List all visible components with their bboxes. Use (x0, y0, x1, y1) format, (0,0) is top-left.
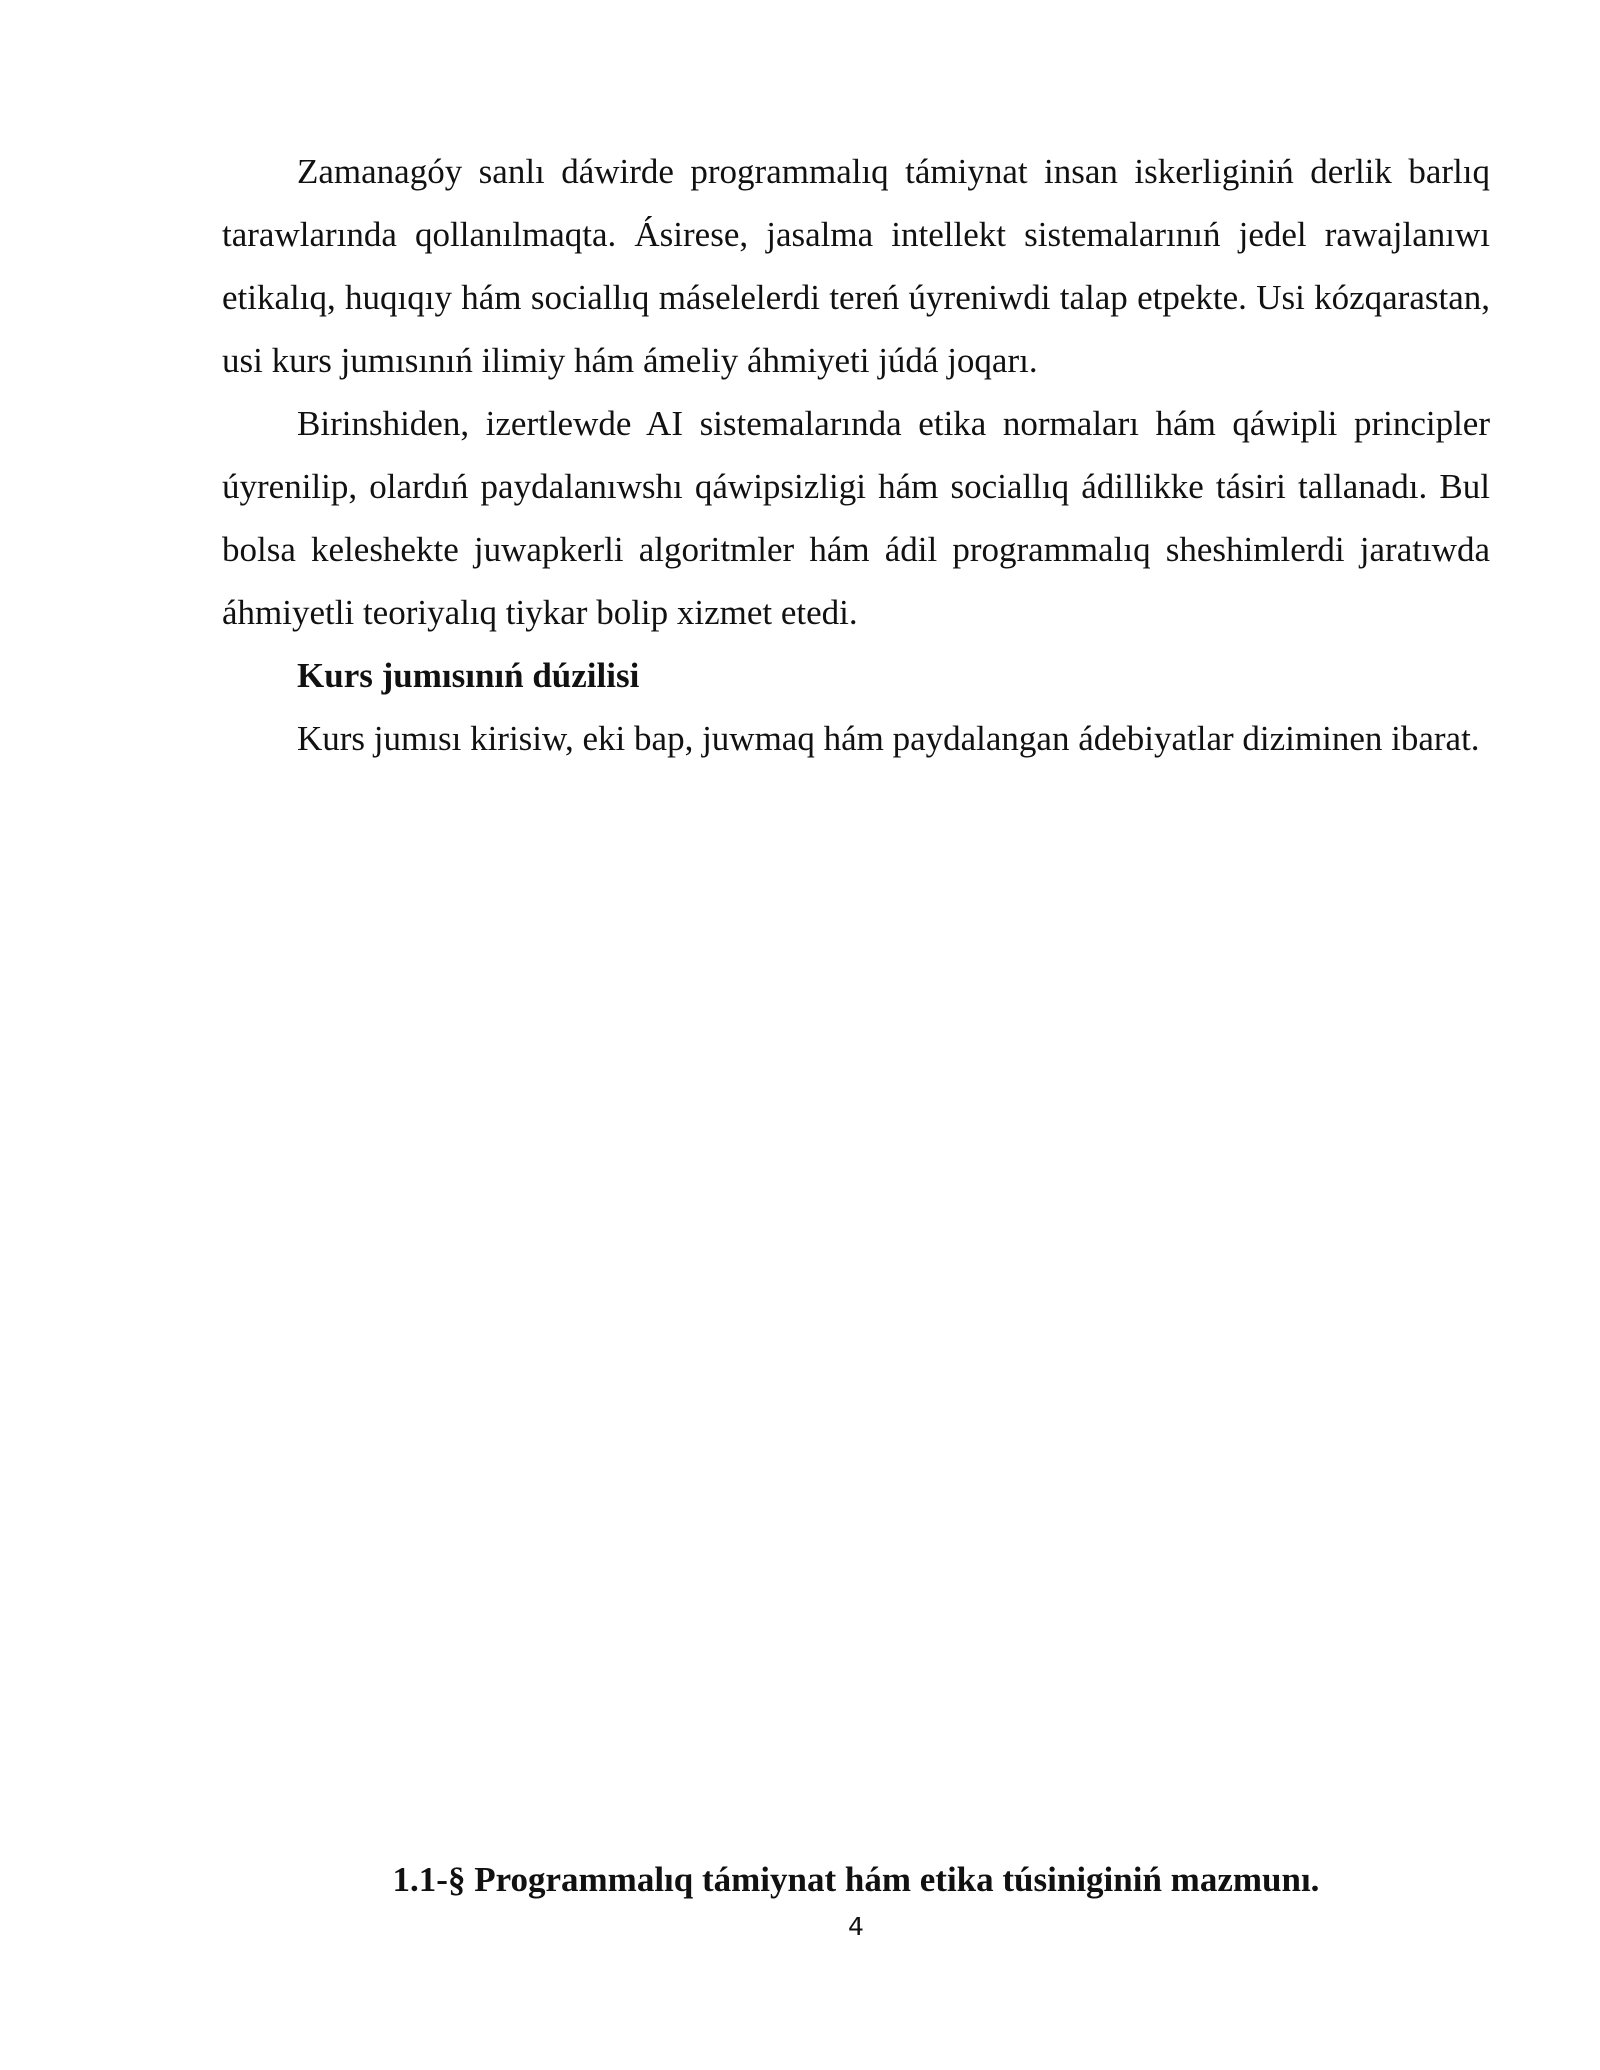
paragraph-introduction: Zamanagóy sanlı dáwirde programmalıq támiynat insan iskerliginiń derlik barlıq tarawlarında qollanılmaqta. Ásirese, jasalma intellekt sistemalarınıń jedel rawajlanıwı etikalıq, huqıqıy hám sociallıq máselelerdi tereń úyreniwdi talap etpekte. Usi kózqarastan, usi kurs jumısınıń ilimiy hám ámeliy áhmiyeti júdá joqarı. (222, 152, 1490, 380)
paragraph-structure: Kurs jumısı kirisiw, eki bap, juwmaq hám paydalangan ádebiyatlar diziminen ibarat. (297, 719, 1480, 758)
page-number: 4 (848, 1912, 864, 1941)
body-text (222, 140, 1490, 770)
section-heading: 1.1-§ Programmalıq támiynat hám etika túsiniginiń mazmunı. (392, 1860, 1320, 1899)
paragraph-first-point: Birinshiden, izertlewde AI sistemalarında etika normaları hám qáwipli principler úyrenilip, olardıń paydalanıwshı qáwipsizligi hám sociallıq ádillikke tásiri tallanadı. Bul bolsa keleshekte juwapkerli algoritmler hám ádil programmalıq sheshimlerdi jaratıwda áhmiyetli teoriyalıq tiykar bolip xizmet etedi. (222, 404, 1490, 632)
structure-subheading: Kurs jumısınıń dúzilisi (297, 656, 640, 695)
